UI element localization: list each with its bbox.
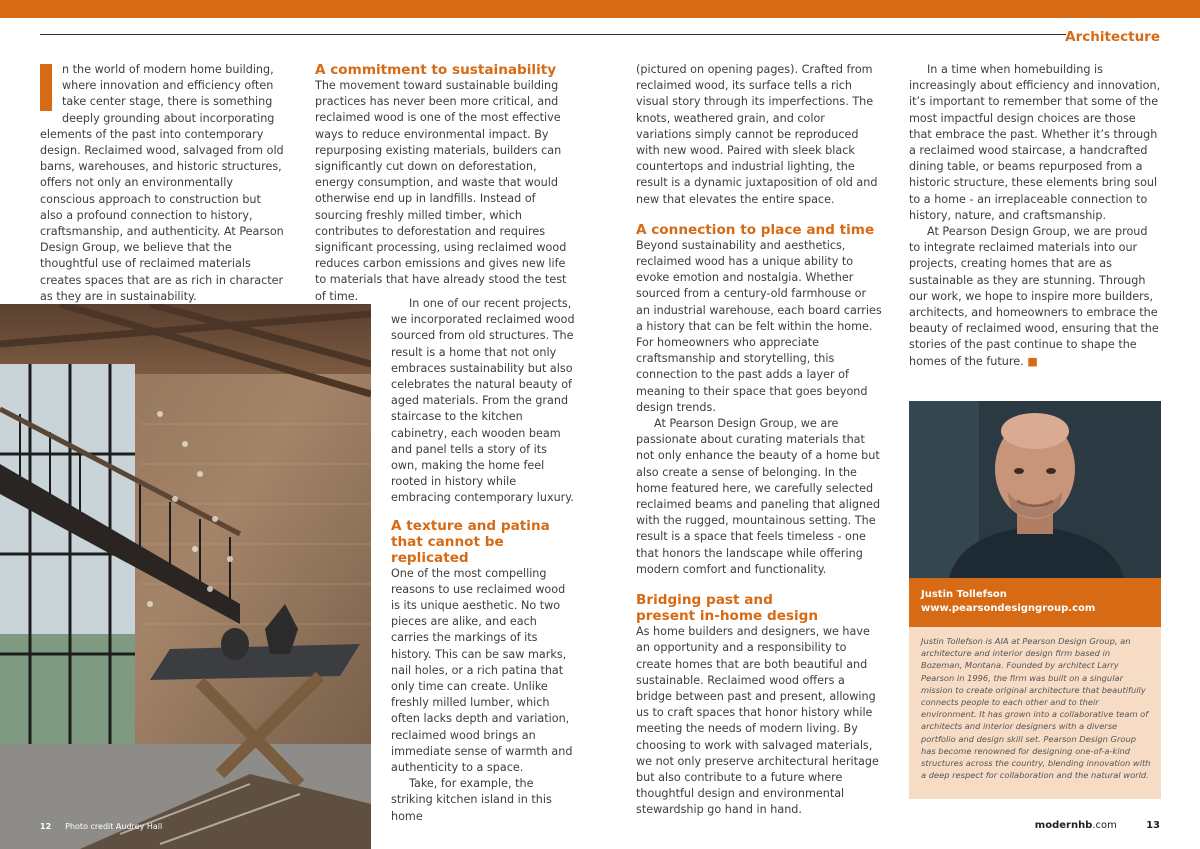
footer-right: [1035, 820, 1160, 831]
paragraph-passionate: At Pearson Design Group, we are passionate about curating materials that not only enhance the beauty of a home but also create a sense of belonging. In the home featured here, we carefully selected reclaimed beams and paneling that aligned with the rugged, mountainous setting. The result is a space that feels timeless - one that honors the landscape while offering modern comfort and functionality.: [636, 417, 881, 576]
author-bio-box: [909, 627, 1161, 799]
paragraph-texture: One of the most compelling reasons to use reclaimed wood is its unique aesthetic. No two pieces are alike, and each carries the markings of its history. This can be saw marks, nail holes, or a rich patina that only time can create. Unlike freshly milled lumber, which often lacks depth and variation, reclaimed wood brings an immediate sense of warmth and authenticity to a space.: [391, 566, 573, 775]
author-caption: [909, 578, 1161, 627]
footer-site-bold: modernhb: [1034, 820, 1093, 831]
top-accent-bar: [0, 0, 1200, 18]
paragraph-sustainability: The movement toward sustainable building practices has never been more critical, and reclaimed wood is one of the most effective ways to reduce environmental impact. By repurposing existing materials, builders can significantly cut down on deforestation, energy consumption, and waste that would otherwise end up in landfills. Instead of sourcing freshly milled timber, which contributes to deforestation and requires significant processing, using reclaimed wood reduces carbon emissions and gives new life to materials that have already stood the test of time.: [315, 79, 567, 303]
paragraph-conclusion-1: In a time when homebuilding is increasingly about efficiency and innovation, it’s important to remember that some of the most impactful design choices are those that embrace the past. Whether it’s through a reclaimed wood staircase, a handcrafted dining table, or beams repurposed from a historic structure, these elements bring soul to a home - an irreplaceable connection to history, nature, and craftsmanship.: [909, 63, 1161, 222]
column-3: [636, 62, 882, 819]
paragraph-bridging: As home builders and designers, we have an opportunity and a responsibility to create homes that are both beautiful and sustainable. Reclaimed wood offers a bridge between past and present, allowing us to craft spaces that honor history while meeting the needs of modern living. By choosing to work with salvaged materials, we not only preserve architectural heritage but also contribute to a future where thoughtful design and environmental stewardship go hand in hand.: [636, 625, 879, 817]
heading-sustainability: A commitment to sustainability: [315, 62, 557, 78]
heading-connection: A connection to place and time: [636, 221, 875, 238]
end-mark-icon: ■: [1027, 354, 1038, 368]
staircase-photo: [0, 304, 371, 849]
page-number-left: 12: [40, 822, 52, 831]
column-1: [40, 62, 287, 305]
author-url[interactable]: www.pearsondesigngroup.com: [921, 603, 1096, 614]
photo-credit: Photo credit Audrey Hall: [65, 822, 163, 831]
paragraph-connection: Beyond sustainability and aesthetics, reclaimed wood has a unique ability to evoke emotion and nostalgia. Whether sourced from a century-old farmhouse or an industrial warehouse, each board carries a history that can be felt within the home. For homeowners who appreciate craftsmanship and storytelling, this connection to the past adds a layer of meaning to their space that goes beyond design trends.: [636, 238, 882, 414]
drop-cap: [40, 64, 52, 111]
header-rule: [40, 34, 1066, 35]
paragraph-recent-projects: In one of our recent projects, we incorporated reclaimed wood sourced from old structures. The result is a home that not only embraces sustainability but also celebrates the natural beauty of aged materials. From the grand staircase to the kitchen cabinetry, each wooden beam and panel tells a story of its own, making the home feel rooted in history while embracing contemporary luxury.: [391, 297, 575, 505]
heading-texture-patina: A texture and patina that cannot be replicated: [391, 517, 550, 566]
heading-bridging: Bridging past and present in-home design: [636, 592, 819, 625]
paragraph-crafted: (pictured on opening pages). Crafted from reclaimed wood, its surface tells a rich visual story through its imperfections. The knots, weathered grain, and color variations simply cannot be reproduced with new wood. Paired with sleek black countertops and industrial lighting, the result is a dynamic juxtaposition of old and new that elevates the entire space.: [636, 63, 878, 206]
author-bio: Justin Tollefson is AIA at Pearson Design Group, an architecture and interior design firm based in Bozeman, Montana. Founded by architect Larry Pearson in 1996, the firm was built on a singular mission to create original architecture that beautifully connects people to each other and to their environment. It has grown into a collaborative team of architects and interior designers with a diverse portfolio and design skill set. Pearson Design Group has become renowned for designing one-of-a-kind structures across the country, blending innovation with a deep respect for collaboration and the natural world.: [921, 636, 1151, 781]
column-2-top: [315, 62, 577, 305]
column-2-bottom: [391, 296, 577, 825]
author-name: Justin Tollefson: [921, 589, 1007, 600]
column-4: [909, 62, 1161, 370]
photo-credit-row: [40, 822, 162, 831]
paragraph-kitchen-island: Take, for example, the striking kitchen island in this home: [391, 777, 552, 823]
author-portrait: [909, 401, 1161, 578]
intro-paragraph: n the world of modern home building, where innovation and efficiency often take center stage, there is something deeply grounding about incorporating elements of the past into contemporary design. Reclaimed wood, salvaged from old barns, warehouses, and historic structures, offers not only an environmentally conscious approach to construction but also a profound connection to history, craftsmanship, and authenticity. At Pearson Design Group, we believe that the thoughtful use of reclaimed materials creates spaces that are as rich in character as they are in sustainability.: [40, 63, 284, 303]
paragraph-conclusion-2: At Pearson Design Group, we are proud to integrate reclaimed materials into our projects, creating homes that are as sustainable as they are stunning. Through our work, we hope to inspire more builders, architects, and homeowners to embrace the beauty of reclaimed wood, ensuring that the stories of the past continue to shape the homes of the future.: [909, 225, 1159, 368]
page-number-right: 13: [1146, 820, 1160, 831]
section-label: Architecture: [1065, 29, 1160, 45]
paragraph-conclusion-2-wrap: [909, 224, 1161, 370]
footer-site-suffix: .com: [1092, 820, 1117, 831]
